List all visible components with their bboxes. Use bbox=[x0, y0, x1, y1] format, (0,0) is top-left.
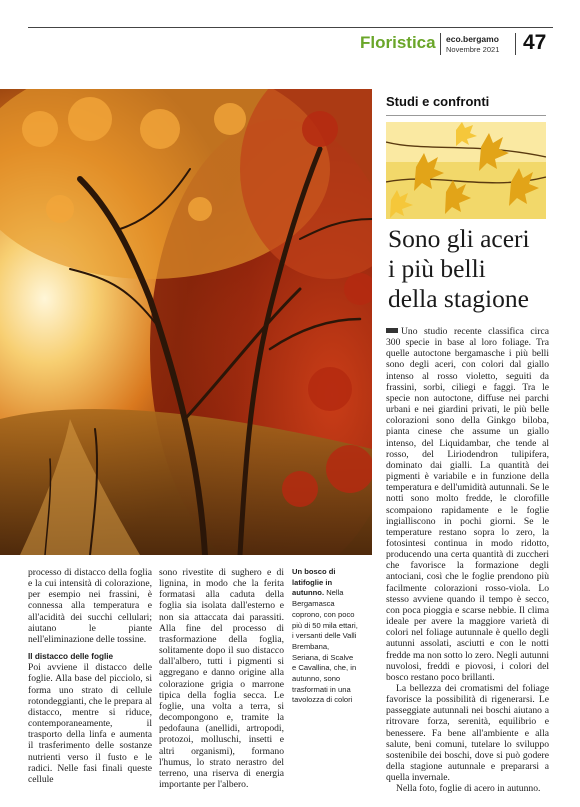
header-divider bbox=[440, 33, 441, 55]
page-number: 47 bbox=[523, 31, 547, 54]
article-right-column bbox=[386, 326, 549, 795]
header-rule bbox=[28, 27, 553, 28]
subheading: Il distacco delle foglie bbox=[28, 652, 114, 662]
section-title: Floristica bbox=[360, 33, 436, 52]
autumn-forest-photo bbox=[0, 89, 372, 555]
body-paragraph: sono rivestite di sughero e di lignina, in modo che la ferita formatasi alla caduta della foglia sia isolata dall'esterno e non sia attaccata dai parassiti. Alla fine del processo di trasformazione della foglia, solitamente dopo il suo distacco dall'albero, tutti i pigmenti si aggregano e danno origine alla colorazione grigia o marrone tipica della foglia secca. Le foglie, una volta a terra, si decompongono e, tramite la pedofauna (anellidi, artropodi, protozoi, molluschi, insetti e altri organismi), formano l'humus, lo strato nerastro del terreno, una riserva di energia importante per l'albero. bbox=[159, 567, 284, 790]
caption-title: Un bosco di latifoglie in autunno. bbox=[292, 567, 336, 598]
body-paragraph: Poi avviene il distacco delle foglie. Alla base del picciolo, si forma uno strato di cellule rotondeggianti, che le prepara al distacco, mentre si riduce, contemporaneamente, il trasporto della linfa e aumenta il trasferimento delle sostanze nutrienti verso il fusto e le radici. Nelle fasi finali queste cellule bbox=[28, 662, 152, 785]
kicker: Studi e confronti bbox=[386, 94, 490, 109]
brand-name: eco.bergamo bbox=[446, 34, 499, 44]
article-column-1 bbox=[28, 567, 152, 785]
photo-caption bbox=[292, 567, 358, 706]
header-divider bbox=[515, 33, 516, 55]
body-paragraph: Uno studio recente classifica circa 300 specie in base al loro foliage. Tra quelle autoctone bergamasche i più belli sono degli aceri, con colori dal giallo intenso al rosso violetto, seguiti da frassini, sorbi, ciliegi e faggi. Tra le specie non autoctone, diffuse nei parchi urbani e nei giardini privati, le più belle colorazioni sono della Ginkgo biloba, pianta cinese che assume un giallo intenso, del Liquidambar, che tende al rosso, del Liriodendron tulipifera, dominato dai gialli. La quantità dei pigmenti è variabile e in funzione della temperatura e dell'umidità autunnali. Se le notti sono molto fredde, le clorofille scompaiono rapidamente e le foglie ingialliscono in pochi giorni. Se le temperature restano sopra lo zero, la fotosintesi continua in modo ridotto, producendo una certa quantità di zuccheri che favorisce la formazione degli antociani, così che le foglie prendono più facilmente colorazioni rosso-viola. Lo stesso avviene quando il tempo è secco, con poca pioggia e scarse nebbie. Il clima ideale per avere la maggiore varietà di colori nel foliage autunnale è quello degli autunni assolati, asciutti e con le notti fredde ma non sotto lo zero. Negli autunni nuvolosi, freddi e piovosi, i colori del bosco restano poco brillanti. bbox=[386, 326, 549, 683]
article-headline bbox=[388, 224, 558, 314]
photo-credit-line: Nella foto, foglie di acero in autunno. bbox=[396, 783, 541, 795]
maple-leaves-photo bbox=[386, 122, 546, 219]
headline-line: Sono gli aceri bbox=[388, 224, 530, 253]
body-paragraph: processo di distacco della foglia e la cui intensità di colorazione, per esempio nei frassini, è connessa alla temperatura e all'acidità dei succhi cellulari; aiutano le piante nell'eliminazione delle tossine. bbox=[28, 567, 152, 645]
headline-line: della stagione bbox=[388, 284, 529, 313]
issue-date: Novembre 2021 bbox=[446, 45, 500, 54]
article-column-2 bbox=[159, 567, 284, 790]
lead-marker bbox=[386, 328, 398, 333]
body-paragraph: La bellezza dei cromatismi del foliage favorisce la possibilità di rigenerarsi. Le passeggiate autunnali nei boschi aiutano a ritrovare forza, serenità, equilibrio e benessere. Fa bene all'ambiente e alla salute, beni comuni, tutelare lo sviluppo sostenibile dei boschi, dove si può godere della stagione autunnale e prepararsi a quella invernale. bbox=[386, 683, 549, 784]
kicker-rule bbox=[386, 115, 546, 116]
headline-line: i più belli bbox=[388, 254, 486, 283]
caption-text: Nella Bergamasca coprono, con poco più di 50 mila ettari, i versanti delle Valli Brembana, Seriana, di Scalve e Cavallina, che, in autunno, sono trasformati in una tavolozza di colori bbox=[292, 588, 358, 705]
